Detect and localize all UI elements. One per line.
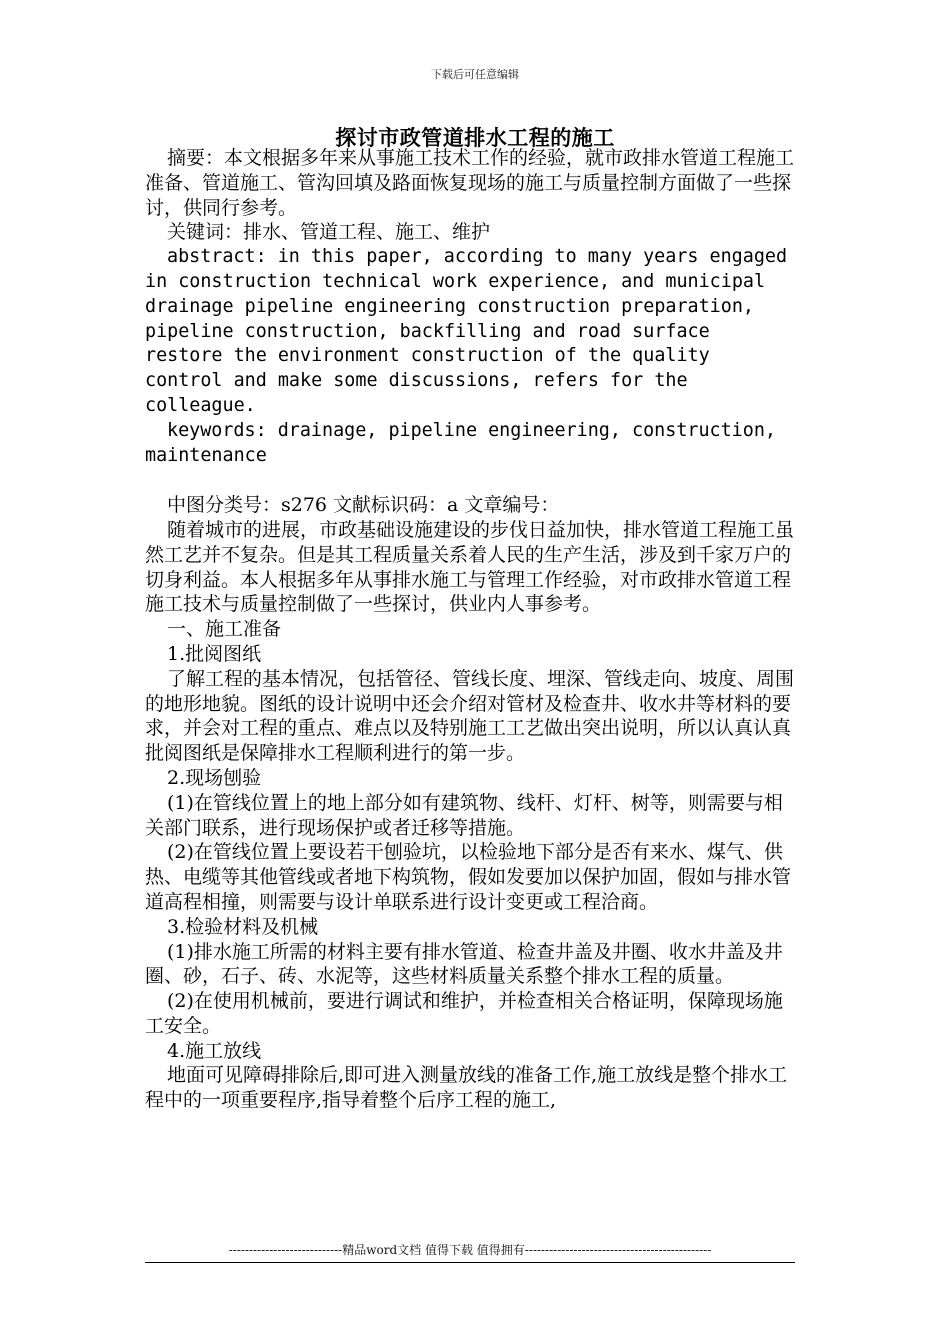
subsection-heading: 3.检验材料及机械 — [167, 915, 319, 938]
subsection-heading: 2.现场刨验 — [167, 766, 262, 789]
blank-line — [145, 468, 795, 493]
body-paragraph: (1)在管线位置上的地上部分如有建筑物、线杆、灯杆、树等，则需要与相关部门联系，进行现场保护或者迁移等措施。 — [145, 791, 783, 839]
footer-text: ----------------------------精品word文档 值得下载 值得拥有---------------------------------------------- — [228, 1243, 712, 1257]
body-paragraph: 地面可见障碍排除后,即可进入测量放线的准备工作,施工放线是整个排水工程中的一项重要程序,指导着整个后序工程的施工, — [145, 1064, 788, 1112]
document-body — [145, 146, 795, 1113]
document-title: 探讨市政管道排水工程的施工 — [335, 125, 615, 150]
subsection-heading: 4.施工放线 — [167, 1039, 262, 1062]
body-paragraph: (2)在使用机械前，要进行调试和维护，并检查相关合格证明，保障现场施工安全。 — [145, 990, 783, 1037]
body-paragraph: (2)在管线位置上要设若干刨验坑，以检验地下部分是否有来水、煤气、供热、电缆等其他管线或者地下构筑物，假如发要加以保护加固，假如与排水管道高程相撞，则需要与设计单联系进行设计变更或工程洽商。 — [145, 841, 792, 913]
keywords-paragraph: 关键词：排水、管道工程、施工、维护 — [167, 221, 491, 244]
page-header: 下载后可任意编辑 — [431, 68, 519, 81]
footer-rule — [145, 1262, 795, 1263]
english-keywords-paragraph: keywords: drainage, pipeline engineering, construction, maintenance — [145, 419, 776, 466]
subsection-heading: 1.批阅图纸 — [167, 642, 262, 665]
abstract-paragraph: 摘要：本文根据多年来从事施工技术工作的经验，就市政排水管道工程施工准备、管道施工、管沟回填及路面恢复现场的施工与质量控制方面做了一些探讨，供同行参考。 — [145, 147, 795, 219]
classification-line: 中图分类号：s276 文献标识码：a 文章编号： — [167, 494, 560, 517]
english-abstract-paragraph: abstract: in this paper, according to many years engaged in construction technical work experience, and municipal drainage pipeline engineering construction preparation, pipeline construction, backfilling and road surface restore the environment construction of the quality control and make some discussions, refers for the colleague. — [145, 246, 788, 416]
page-footer — [145, 1241, 795, 1263]
section-heading: 一、施工准备 — [167, 618, 282, 641]
intro-paragraph: 随着城市的进展，市政基础设施建设的步伐日益加快，排水管道工程施工虽然工艺并不复杂。但是其工程质量关系着人民的生产生活，涉及到千家万户的切身利益。本人根据多年从事排水施工与管理工作经验，对市政排水管道工程施工技术与质量控制做了一些探讨，供业内人事参考。 — [145, 518, 795, 616]
body-paragraph: 了解工程的基本情况，包括管径、管线长度、埋深、管线走向、坡度、周围的地形地貌。图纸的设计说明中还会介绍对管材及检查井、收水井等材料的要求，并会对工程的重点、难点以及特别施工工艺做出突出说明，所以认真认真批阅图纸是保障排水工程顺利进行的第一步。 — [145, 667, 795, 765]
body-paragraph: (1)排水施工所需的材料主要有排水管道、检查井盖及井圈、收水井盖及井圈、砂，石子、砖、水泥等，这些材料质量关系整个排水工程的质量。 — [145, 940, 783, 988]
